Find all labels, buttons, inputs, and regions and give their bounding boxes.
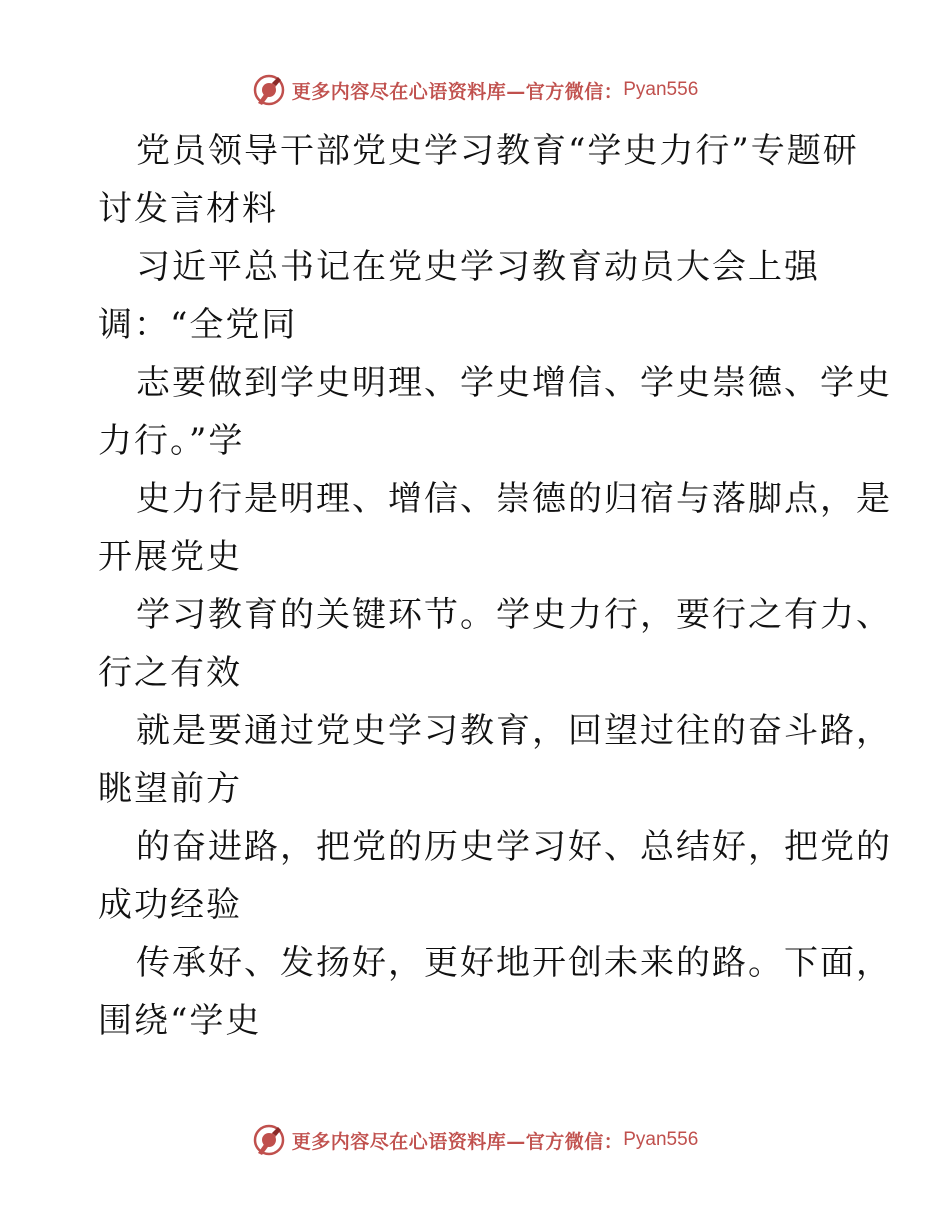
text-line: 成功经验 (98, 885, 242, 925)
header-watermark-text: 更多内容尽在心语资料库—官方微信： (291, 80, 624, 103)
text-line: 围绕“学史 (98, 1001, 262, 1041)
text-line: 开展党史 (98, 537, 242, 577)
pen-logo-icon (252, 73, 286, 107)
footer-watermark (0, 1122, 950, 1158)
text-line: 眺望前方 (98, 769, 242, 809)
text-line: 讨发言材料 (98, 189, 278, 229)
document-body (98, 122, 892, 1050)
text-line: 党员领导干部党史学习教育“学史力行”专题研 (136, 131, 859, 171)
text-line: 就是要通过党史学习教育，回望过往的奋斗路， (136, 711, 892, 751)
pen-logo-icon (252, 1123, 286, 1157)
text-line: 志要做到学史明理、学史增信、学史崇德、学史 (136, 363, 892, 403)
text-line: 力行。”学 (98, 421, 245, 461)
text-line: 史力行是明理、增信、崇德的归宿与落脚点，是 (136, 479, 892, 519)
header-wechat-id: Pyan556 (623, 79, 699, 100)
text-line: 的奋进路，把党的历史学习好、总结好，把党的 (136, 827, 892, 867)
footer-watermark-text: 更多内容尽在心语资料库—官方微信： (291, 1130, 624, 1153)
text-line: 调：“全党同 (98, 305, 298, 345)
text-line: 习近平总书记在党史学习教育动员大会上强 (136, 247, 820, 287)
text-line: 行之有效 (98, 653, 242, 693)
text-line: 学习教育的关键环节。学史力行，要行之有力、 (136, 595, 892, 635)
footer-wechat-id: Pyan556 (623, 1129, 699, 1150)
text-line: 传承好、发扬好，更好地开创未来的路。下面， (136, 943, 892, 983)
header-watermark (0, 72, 950, 108)
